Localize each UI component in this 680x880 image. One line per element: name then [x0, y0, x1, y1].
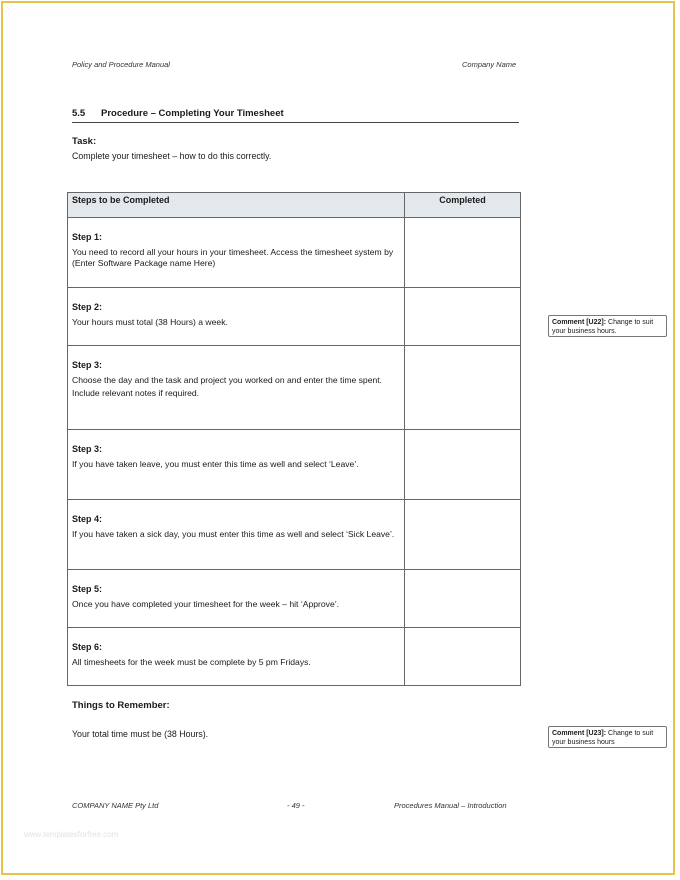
- step-text: All timesheets for the week must be complete by 5 pm Fridays.: [72, 656, 311, 667]
- task-text: Complete your timesheet – how to do this correctly.: [72, 151, 272, 161]
- completed-cell[interactable]: [405, 288, 521, 346]
- comment-text: Change to suit your business hours.: [552, 319, 654, 335]
- step-cell: [68, 430, 404, 470]
- step-text: Choose the day and the task and project you worked on and enter the time spent.: [72, 374, 383, 385]
- completed-cell[interactable]: [405, 430, 521, 500]
- table-row: [68, 430, 521, 500]
- step-label: Step 5:: [72, 584, 103, 594]
- table-row: [68, 500, 521, 570]
- step-label: Step 6:: [72, 642, 103, 652]
- step-cell: [68, 218, 404, 270]
- step-cell: [68, 628, 404, 668]
- step-label: Step 3:: [72, 360, 103, 370]
- header-steps: Steps to be Completed: [68, 193, 405, 218]
- remember-text: Your total time must be (38 Hours).: [72, 729, 209, 739]
- section-title-text: Procedure – Completing Your Timesheet: [101, 108, 284, 119]
- comment-u23[interactable]: [548, 726, 667, 748]
- step-cell: [68, 500, 404, 540]
- step-label: Step 2:: [72, 302, 103, 312]
- header-manual-title: Policy and Procedure Manual: [72, 60, 170, 69]
- table-row: [68, 570, 521, 628]
- table-row: [68, 346, 521, 430]
- completed-cell[interactable]: [405, 628, 521, 686]
- step-text: You need to record all your hours in your timesheet. Access the timesheet system by (Enter Software Package name Here): [72, 246, 394, 268]
- step-text: If you have taken a sick day, you must enter this time as well and select ‘Sick Leave’.: [72, 528, 395, 539]
- completed-cell[interactable]: [405, 346, 521, 430]
- remember-label: Things to Remember:: [72, 700, 170, 711]
- steps-table: [67, 192, 521, 686]
- step-cell: [68, 570, 404, 610]
- comment-text: Change to suit your business hours: [552, 730, 654, 746]
- footer-page-number: - 49 -: [287, 801, 305, 810]
- comment-ref: Comment [U22]:: [552, 319, 607, 326]
- completed-cell[interactable]: [405, 500, 521, 570]
- section-title: [72, 108, 519, 123]
- step-label: Step 1:: [72, 232, 103, 242]
- task-label: Task:: [72, 136, 97, 147]
- step-text: Your hours must total (38 Hours) a week.: [72, 316, 228, 327]
- table-row: [68, 218, 521, 288]
- step-label: Step 3:: [72, 444, 103, 454]
- table-row: [68, 628, 521, 686]
- header-completed: Completed: [405, 193, 521, 218]
- completed-cell[interactable]: [405, 570, 521, 628]
- footer-company: COMPANY NAME Pty Ltd: [72, 801, 159, 810]
- table-header-row: [68, 193, 521, 218]
- table-row: [68, 288, 521, 346]
- completed-cell[interactable]: [405, 218, 521, 288]
- step-cell: [68, 346, 404, 400]
- step-text: Once you have completed your timesheet for the week – hit ‘Approve’.: [72, 598, 340, 609]
- footer-manual-section: Procedures Manual – Introduction: [394, 801, 507, 810]
- comment-ref: Comment [U23]:: [552, 730, 607, 737]
- step-cell: [68, 288, 404, 328]
- section-number: 5.5: [72, 108, 86, 119]
- step-text: Include relevant notes if required.: [72, 388, 200, 398]
- comment-u22[interactable]: [548, 315, 667, 337]
- step-text: If you have taken leave, you must enter this time as well and select ‘Leave’.: [72, 458, 359, 469]
- header-company-name: Company Name: [462, 60, 517, 69]
- step-label: Step 4:: [72, 514, 103, 524]
- watermark: www.templatesforfree.com: [24, 830, 119, 839]
